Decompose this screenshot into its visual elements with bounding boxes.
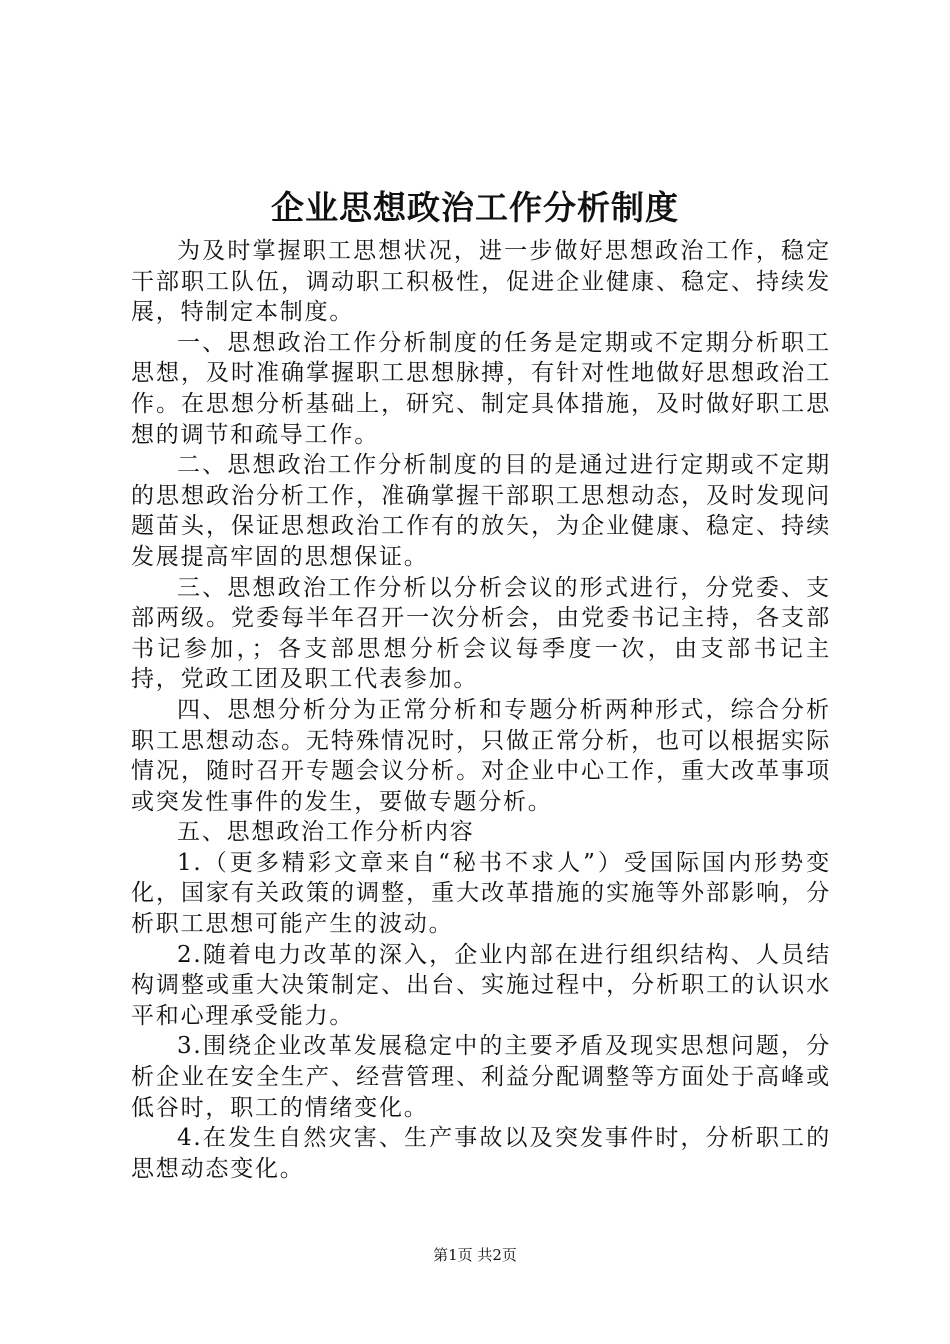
paragraph-item-1: 1.（更多精彩文章来自“秘书不求人”）受国际国内形势变化，国家有关政策的调整，重大改革措施的实施等外部影响，分析职工思想可能产生的波动。 — [131, 849, 831, 938]
paragraph-section-2: 二、思想政治工作分析制度的目的是通过进行定期或不定期的思想政治分析工作，准确掌握干部职工思想动态，及时发现问题苗头，保证思想政治工作有的放矢，为企业健康、稳定、持续发展提高牢固的思想保证。 — [131, 452, 831, 570]
paragraph-intro: 为及时掌握职工思想状况，进一步做好思想政治工作，稳定干部职工队伍，调动职工积极性，促进企业健康、稳定、持续发展，特制定本制度。 — [131, 238, 831, 326]
document-body — [131, 236, 831, 1184]
paragraph-section-4: 四、思想分析分为正常分析和专题分析两种形式，综合分析职工思想动态。无特殊情况时，只做正常分析，也可以根据实际情况，随时召开专题会议分析。对企业中心工作，重大改革事项或突发性事件的发生，要做专题分析。 — [131, 696, 831, 815]
paragraph-section-1: 一、思想政治工作分析制度的任务是定期或不定期分析职工思想，及时准确掌握职工思想脉搏，有针对性地做好思想政治工作。在思想分析基础上，研究、制定具体措施，及时做好职工思想的调节和疏导工作。 — [131, 329, 831, 448]
paragraph-section-3: 三、思想政治工作分析以分析会议的形式进行，分党委、支部两级。党委每半年召开一次分析会，由党委书记主持，各支部书记参加，；各支部思想分析会议每季度一次，由支部书记主持，党政工团及职工代表参加。 — [131, 574, 831, 693]
page-number-footer: 第1页 共2页 — [433, 1246, 517, 1264]
document-title: 企业思想政治工作分析制度 — [271, 188, 679, 227]
paragraph-section-5-heading: 五、思想政治工作分析内容 — [177, 819, 475, 846]
paragraph-item-4: 4.在发生自然灾害、生产事故以及突发事件时，分析职工的思想动态变化。 — [131, 1125, 831, 1182]
paragraph-item-2: 2.随着电力改革的深入，企业内部在进行组织结构、人员结构调整或重大决策制定、出台、实施过程中，分析职工的认识水平和心理承受能力。 — [131, 941, 831, 1029]
paragraph-item-3: 3.围绕企业改革发展稳定中的主要矛盾及现实思想问题，分析企业在安全生产、经营管理、利益分配调整等方面处于高峰或低谷时，职工的情绪变化。 — [131, 1033, 831, 1121]
